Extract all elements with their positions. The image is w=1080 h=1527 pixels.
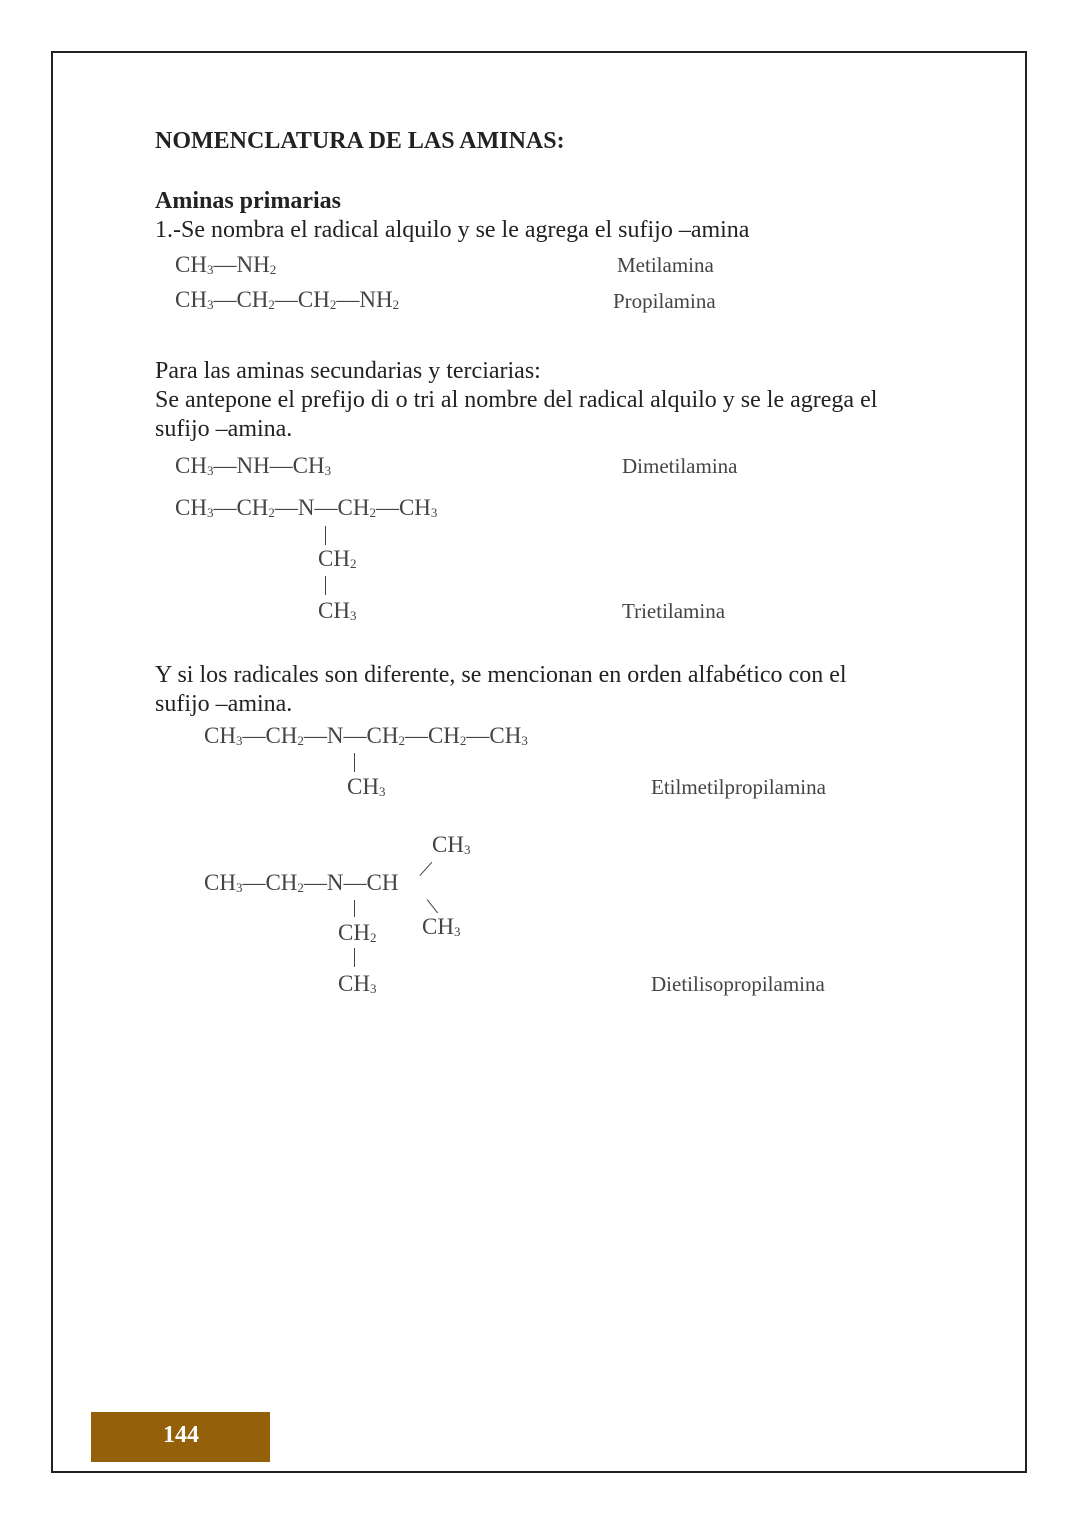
dietil-branch-ch3: $CH_3$ [338, 971, 377, 996]
name-dietilisopropilamina: Dietilisopropilamina [651, 972, 825, 996]
different-rule-line2: sufijo –amina. [155, 691, 293, 717]
formula-dimetilamina: $CH_3—NH—CH_3$ [175, 453, 332, 478]
bond-vertical [325, 576, 326, 595]
trietil-main-chain: $CH_3—CH_2—N—CH_2—CH_3$ [175, 495, 438, 520]
name-dimetilamina: Dimetilamina [622, 454, 738, 478]
secondary-rule-line2: sufijo –amina. [155, 416, 293, 442]
primary-rule: 1.-Se nombra el radical alquilo y se le agrega el sufijo –amina [155, 217, 750, 243]
primary-subheading: Aminas primarias [155, 188, 341, 214]
secondary-intro: Para las aminas secundarias y terciarias: [155, 358, 541, 384]
name-trietilamina: Trietilamina [622, 599, 726, 623]
page-number: 144 [163, 1422, 199, 1448]
bond-vertical [325, 526, 326, 545]
formula-metilamina: $CH_3—NH_2$ [175, 252, 277, 277]
trietil-branch-ch3: $CH_3$ [318, 598, 357, 623]
dietil-branch-ch2: $CH_2$ [338, 920, 377, 945]
formula-propilamina: $CH_3—CH_2—CH_2—NH_2$ [175, 287, 400, 312]
trietil-branch-ch2: $CH_2$ [318, 546, 357, 571]
etilmetil-branch-ch3: $CH_3$ [347, 774, 386, 799]
bond-vertical [354, 900, 355, 917]
name-propilamina: Propilamina [613, 289, 716, 313]
etilmetil-main-chain: $CH_3—CH_2—N—CH_2—CH_2—CH_3$ [204, 723, 528, 748]
name-metilamina: Metilamina [617, 253, 714, 277]
secondary-rule-line1: Se antepone el prefijo di o tri al nombre del radical alquilo y se le agrega el [155, 387, 878, 413]
dietil-main-chain: $CH_3—CH_2—N—CH$ [204, 870, 399, 895]
isopropyl-lower-ch3: $CH_3$ [422, 914, 461, 939]
bond-vertical [354, 753, 355, 772]
name-etilmetilpropilamina: Etilmetilpropilamina [651, 775, 826, 799]
page-title: NOMENCLATURA DE LAS AMINAS: [155, 128, 565, 154]
bond-vertical [354, 948, 355, 967]
isopropyl-upper-ch3: $CH_3$ [432, 832, 471, 857]
different-rule-line1: Y si los radicales son diferente, se mencionan en orden alfabético con el [155, 662, 847, 688]
